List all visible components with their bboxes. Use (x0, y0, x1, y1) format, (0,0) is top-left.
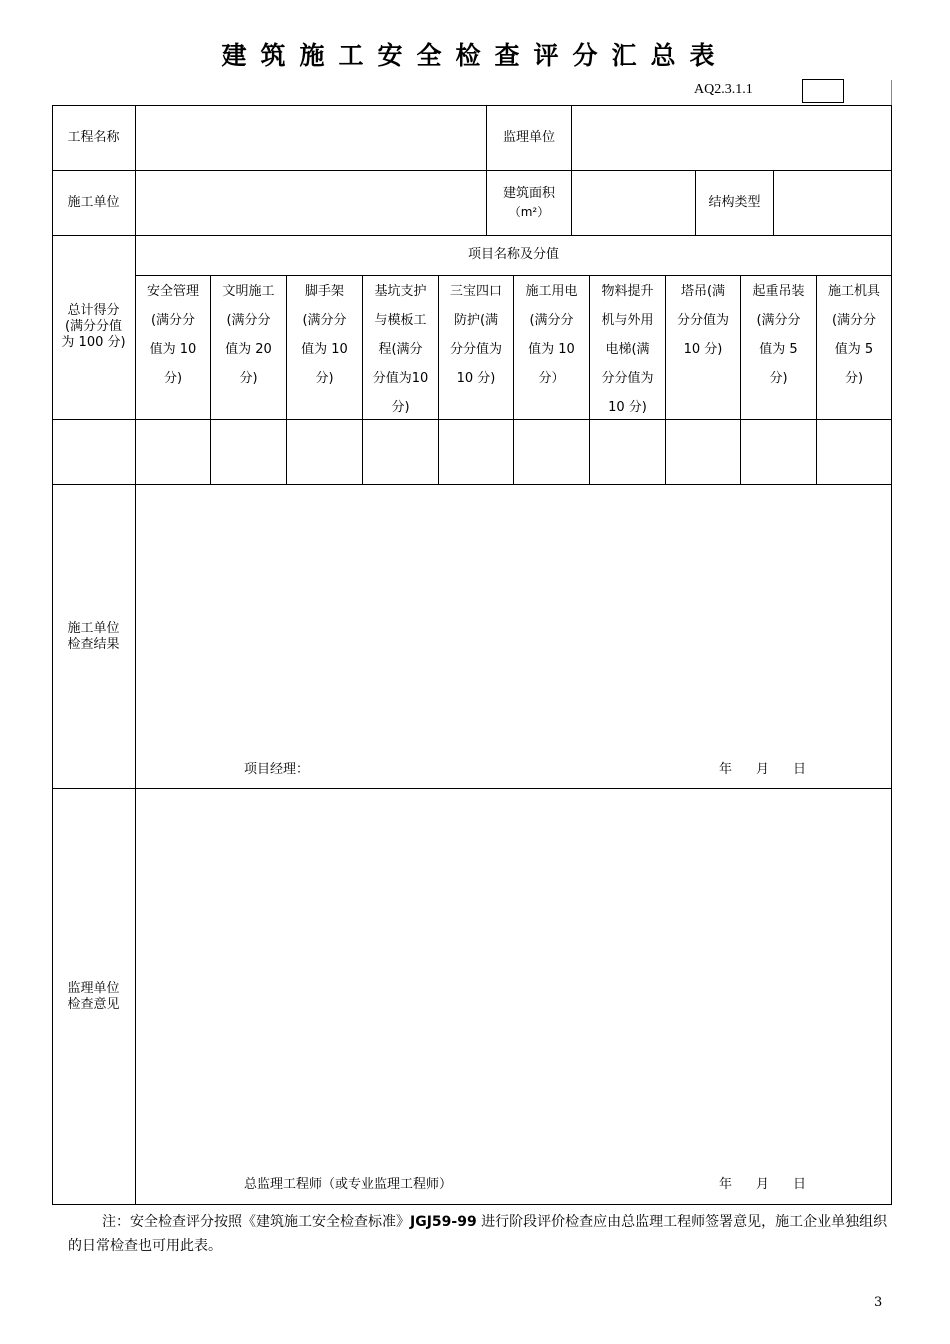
item-safety-management: 安全管理 (满分分 值为 10 分) (146, 284, 199, 386)
footnote-suffix: 进行阶段评价检查应由总监理工程师签署意见，施工企业单独组织的日常检查也可用此表。 (68, 1214, 888, 1254)
building-area-unit: （m²） (508, 204, 550, 219)
total-score-label: 总计得分 (满分分值 为 100 分) (61, 303, 126, 350)
supervisor-opinion-label: 监理单位 检查意见 (67, 980, 120, 1012)
item-civilized-construction: 文明施工 (满分分 值为 20 分) (222, 284, 275, 386)
item-hoist-elevator: 物料提升 机与外用 电梯(满 分分值为 10 分) (601, 284, 654, 415)
supervision-unit-field[interactable] (572, 105, 891, 170)
chief-engineer-signature-label: 总监理工程师（或专业监理工程师） (244, 1177, 453, 1192)
footnote-standard: JGJ59-99 (410, 1214, 477, 1230)
corner-mark (891, 80, 892, 105)
supervisor-opinion-field[interactable] (136, 789, 891, 1204)
date-day: 日 (793, 1177, 807, 1192)
contractor-check-field[interactable] (136, 485, 891, 788)
supervision-unit-label: 监理单位 (502, 129, 555, 145)
items-header: 项目名称及分值 (467, 247, 559, 262)
summary-table (52, 105, 892, 1205)
total-score-field[interactable] (52, 420, 135, 484)
item-pit-support-formwork: 基坑支护 与模板工 程(满分 分值为10 分) (372, 284, 429, 415)
score-field[interactable] (287, 420, 362, 484)
building-area-text: 建筑面积 (502, 185, 555, 201)
item-protection: 三宝四口 防护(满 分分值为 10 分) (449, 284, 502, 386)
item-tower-crane: 塔吊(满 分分值为 10 分) (676, 284, 729, 357)
form-code: AQ2.3.1.1 (694, 82, 753, 97)
footnote (68, 1210, 894, 1258)
building-area-label (487, 170, 571, 235)
date-year: 年 (719, 762, 733, 777)
footnote-prefix: 注：安全检查评分按照《建筑施工安全检查标准》 (102, 1214, 410, 1230)
building-area-field[interactable] (572, 170, 695, 235)
project-name-label: 工程名称 (67, 129, 120, 145)
score-field[interactable] (817, 420, 891, 484)
project-name-field[interactable] (136, 105, 486, 170)
score-field[interactable] (211, 420, 286, 484)
contractor-check-label: 施工单位 检查结果 (67, 620, 120, 652)
structure-type-label: 结构类型 (708, 194, 761, 210)
score-field[interactable] (439, 420, 513, 484)
score-field[interactable] (666, 420, 740, 484)
supervisor-date (719, 1173, 830, 1192)
item-machinery: 施工机具 (满分分 值为 5 分) (827, 284, 880, 386)
construction-unit-label: 施工单位 (67, 194, 120, 210)
contractor-date (719, 758, 830, 777)
date-month: 月 (756, 1177, 770, 1192)
item-electricity: 施工用电 (满分分 值为 10 分） (525, 284, 578, 386)
item-lifting: 起重吊装 (满分分 值为 5 分) (752, 284, 805, 386)
form-number-box[interactable] (802, 79, 844, 103)
score-field[interactable] (590, 420, 665, 484)
date-month: 月 (756, 762, 770, 777)
page-number: 3 (874, 1295, 883, 1310)
score-field[interactable] (741, 420, 816, 484)
structure-type-field[interactable] (774, 170, 891, 235)
construction-unit-field[interactable] (136, 170, 486, 235)
date-year: 年 (719, 1177, 733, 1192)
form-title: 建筑施工安全检查评分汇总表 (221, 41, 729, 70)
item-scaffolding: 脚手架 (满分分 值为 10 分) (301, 284, 348, 386)
score-field[interactable] (136, 420, 210, 484)
project-manager-signature-label: 项目经理： (244, 762, 310, 777)
score-field[interactable] (363, 420, 438, 484)
score-field[interactable] (514, 420, 589, 484)
date-day: 日 (793, 762, 807, 777)
